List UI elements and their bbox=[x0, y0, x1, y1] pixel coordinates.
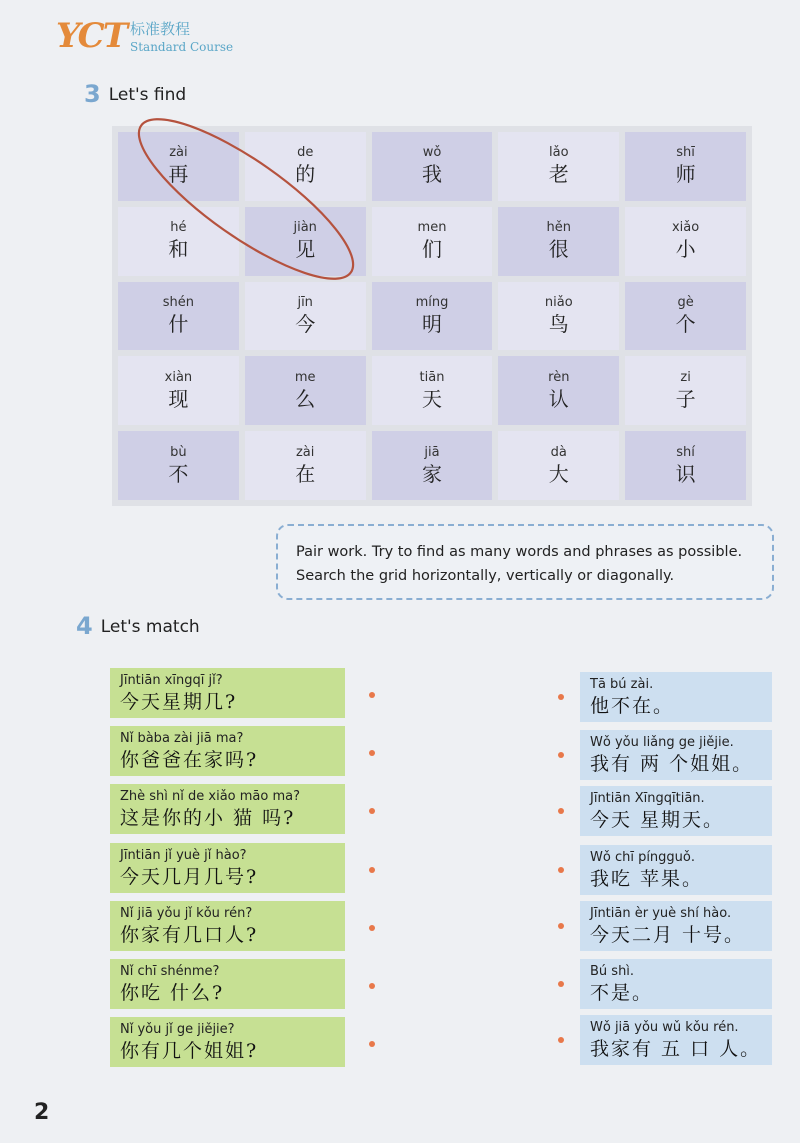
grid-cell bbox=[625, 207, 746, 276]
answer-hanzi: 我家有 五 口 人。 bbox=[590, 1038, 762, 1060]
answer-pinyin: Jīntiān Xīngqītiān. bbox=[590, 791, 705, 806]
question-item[interactable] bbox=[110, 668, 345, 718]
question-pinyin: Jīntiān xīngqī jǐ? bbox=[120, 673, 223, 688]
answer-item[interactable] bbox=[580, 959, 772, 1009]
cell-hanzi: 我 bbox=[421, 162, 442, 187]
cell-hanzi: 什 bbox=[168, 311, 189, 336]
question-hanzi: 这是你的小 猫 吗? bbox=[120, 807, 296, 829]
cell-pinyin: dà bbox=[550, 444, 567, 460]
cell-pinyin: zi bbox=[680, 369, 691, 385]
right-match-dot[interactable] bbox=[558, 752, 564, 758]
answer-hanzi: 今天 星期天。 bbox=[590, 809, 725, 831]
grid-cell bbox=[245, 207, 366, 276]
grid-cell bbox=[245, 431, 366, 500]
cell-pinyin: jiā bbox=[424, 444, 440, 460]
cell-hanzi: 子 bbox=[675, 386, 696, 411]
section-title: Let's find bbox=[108, 85, 187, 105]
right-match-dot[interactable] bbox=[558, 1037, 564, 1043]
question-pinyin: Nǐ yǒu jǐ ge jiějie? bbox=[120, 1022, 235, 1037]
answer-hanzi: 我吃 苹果。 bbox=[590, 868, 704, 890]
cell-hanzi: 的 bbox=[295, 162, 316, 187]
cell-pinyin: gè bbox=[677, 294, 694, 310]
cell-hanzi: 今 bbox=[295, 311, 316, 336]
grid-cell bbox=[372, 132, 493, 201]
cell-hanzi: 么 bbox=[295, 386, 316, 411]
right-match-dot[interactable] bbox=[558, 867, 564, 873]
question-pinyin: Jīntiān jǐ yuè jǐ hào? bbox=[120, 848, 247, 863]
cell-hanzi: 家 bbox=[421, 461, 442, 486]
section-number: 3 bbox=[84, 80, 101, 108]
left-match-dot[interactable] bbox=[369, 1041, 375, 1047]
cell-hanzi: 识 bbox=[675, 461, 696, 486]
cell-hanzi: 见 bbox=[295, 237, 316, 262]
left-match-dot[interactable] bbox=[369, 925, 375, 931]
cell-pinyin: lǎo bbox=[549, 145, 569, 161]
grid-cell bbox=[118, 132, 239, 201]
cell-pinyin: me bbox=[294, 369, 316, 385]
cell-pinyin: shí bbox=[676, 444, 695, 460]
question-pinyin: Zhè shì nǐ de xiǎo māo ma? bbox=[120, 789, 301, 804]
grid-cell bbox=[372, 356, 493, 425]
answer-item[interactable] bbox=[580, 845, 772, 895]
cell-hanzi: 师 bbox=[675, 162, 696, 187]
grid-cell bbox=[625, 356, 746, 425]
grid-cell bbox=[498, 356, 619, 425]
section-3-heading bbox=[84, 80, 186, 108]
cell-hanzi: 明 bbox=[421, 311, 442, 336]
answer-hanzi: 今天二月 十号。 bbox=[590, 924, 746, 946]
question-hanzi: 你吃 什么? bbox=[120, 982, 225, 1004]
cell-pinyin: zài bbox=[169, 145, 188, 161]
word-search-grid bbox=[112, 126, 752, 506]
cell-pinyin: niǎo bbox=[544, 294, 573, 310]
answer-pinyin: Wǒ chī píngguǒ. bbox=[590, 850, 696, 865]
left-match-dot[interactable] bbox=[369, 692, 375, 698]
cell-hanzi: 小 bbox=[675, 237, 696, 262]
cell-hanzi: 很 bbox=[548, 237, 569, 262]
question-item[interactable] bbox=[110, 901, 345, 951]
grid-cell bbox=[245, 132, 366, 201]
page-number: 2 bbox=[34, 1100, 50, 1125]
grid-cell bbox=[498, 282, 619, 351]
grid-cell bbox=[498, 431, 619, 500]
cell-hanzi: 在 bbox=[295, 461, 316, 486]
left-match-dot[interactable] bbox=[369, 808, 375, 814]
question-item[interactable] bbox=[110, 726, 345, 776]
grid-cell bbox=[625, 431, 746, 500]
right-match-dot[interactable] bbox=[558, 694, 564, 700]
cell-hanzi: 鸟 bbox=[548, 311, 569, 336]
cell-hanzi: 不 bbox=[168, 461, 189, 486]
grid-cell bbox=[372, 282, 493, 351]
right-match-dot[interactable] bbox=[558, 981, 564, 987]
question-item[interactable] bbox=[110, 784, 345, 834]
section-number: 4 bbox=[76, 612, 93, 640]
left-match-dot[interactable] bbox=[369, 867, 375, 873]
cell-pinyin: shén bbox=[162, 294, 195, 310]
instruction-line-2: Search the grid horizontally, vertically or diagonally. bbox=[296, 568, 675, 584]
question-item[interactable] bbox=[110, 1017, 345, 1067]
cell-pinyin: men bbox=[417, 220, 447, 236]
section-title: Let's match bbox=[100, 617, 200, 637]
grid-cell bbox=[245, 282, 366, 351]
cell-pinyin: wǒ bbox=[422, 145, 442, 161]
cell-pinyin: rèn bbox=[548, 369, 570, 385]
answer-pinyin: Bú shì. bbox=[590, 964, 635, 979]
answer-pinyin: Tā bú zài. bbox=[590, 677, 654, 692]
cell-pinyin: jiàn bbox=[293, 220, 317, 236]
instruction-note bbox=[276, 524, 774, 600]
question-pinyin: Nǐ bàba zài jiā ma? bbox=[120, 731, 244, 746]
right-match-dot[interactable] bbox=[558, 923, 564, 929]
grid-cell bbox=[118, 356, 239, 425]
answer-hanzi: 不是。 bbox=[590, 982, 654, 1004]
book-title-cn: 标准教程 bbox=[130, 20, 191, 38]
answer-pinyin: Jīntiān èr yuè shí hào. bbox=[590, 906, 732, 921]
cell-pinyin: de bbox=[297, 145, 314, 161]
book-title-en: Standard Course bbox=[130, 40, 234, 54]
question-hanzi: 你爸爸在家吗? bbox=[120, 749, 259, 771]
answer-hanzi: 他不在。 bbox=[590, 695, 675, 717]
answer-item[interactable] bbox=[580, 672, 772, 722]
yct-logo: YCT bbox=[56, 16, 127, 56]
cell-pinyin: xiǎo bbox=[671, 220, 700, 236]
cell-hanzi: 们 bbox=[421, 237, 442, 262]
question-item[interactable] bbox=[110, 843, 345, 893]
cell-pinyin: xiàn bbox=[164, 369, 193, 385]
question-hanzi: 今天星期几? bbox=[120, 691, 238, 713]
instruction-line-1: Pair work. Try to find as many words and phrases as possible. bbox=[296, 544, 743, 560]
cell-hanzi: 老 bbox=[548, 162, 569, 187]
cell-hanzi: 个 bbox=[675, 311, 696, 336]
answer-item[interactable] bbox=[580, 901, 772, 951]
answer-item[interactable] bbox=[580, 1015, 772, 1065]
cell-pinyin: hěn bbox=[546, 220, 572, 236]
question-hanzi: 你有几个姐姐? bbox=[120, 1040, 259, 1062]
cell-hanzi: 再 bbox=[168, 162, 189, 187]
left-match-dot[interactable] bbox=[369, 750, 375, 756]
grid-cell bbox=[625, 132, 746, 201]
left-match-dot[interactable] bbox=[369, 983, 375, 989]
cell-pinyin: jīn bbox=[297, 294, 313, 310]
section-4-heading bbox=[76, 612, 200, 640]
grid-cell bbox=[372, 431, 493, 500]
grid-cell bbox=[245, 356, 366, 425]
cell-pinyin: hé bbox=[170, 220, 187, 236]
cell-hanzi: 和 bbox=[168, 237, 189, 262]
cell-hanzi: 大 bbox=[548, 461, 569, 486]
question-pinyin: Nǐ chī shénme? bbox=[120, 964, 220, 979]
answer-pinyin: Wǒ yǒu liǎng ge jiějie. bbox=[590, 735, 734, 750]
answer-item[interactable] bbox=[580, 786, 772, 836]
grid-cell bbox=[372, 207, 493, 276]
cell-hanzi: 现 bbox=[168, 386, 189, 411]
right-match-dot[interactable] bbox=[558, 808, 564, 814]
cell-pinyin: míng bbox=[415, 294, 449, 310]
cell-pinyin: zài bbox=[295, 444, 315, 460]
cell-pinyin: bù bbox=[170, 444, 187, 460]
answer-pinyin: Wǒ jiā yǒu wǔ kǒu rén. bbox=[590, 1020, 739, 1035]
cell-hanzi: 认 bbox=[548, 386, 569, 411]
grid-cell bbox=[118, 431, 239, 500]
answer-hanzi: 我有 两 个姐姐。 bbox=[590, 753, 754, 775]
answer-item[interactable] bbox=[580, 730, 772, 780]
grid-cell bbox=[118, 282, 239, 351]
grid-cell bbox=[498, 132, 619, 201]
cell-hanzi: 天 bbox=[421, 386, 442, 411]
question-pinyin: Nǐ jiā yǒu jǐ kǒu rén? bbox=[120, 906, 253, 921]
grid-cell bbox=[498, 207, 619, 276]
grid-cell bbox=[118, 207, 239, 276]
question-hanzi: 你家有几口人? bbox=[120, 924, 259, 946]
cell-pinyin: tiān bbox=[419, 369, 445, 385]
question-item[interactable] bbox=[110, 959, 345, 1009]
grid-cell bbox=[625, 282, 746, 351]
question-hanzi: 今天几月几号? bbox=[120, 866, 259, 888]
cell-pinyin: shī bbox=[676, 145, 695, 161]
